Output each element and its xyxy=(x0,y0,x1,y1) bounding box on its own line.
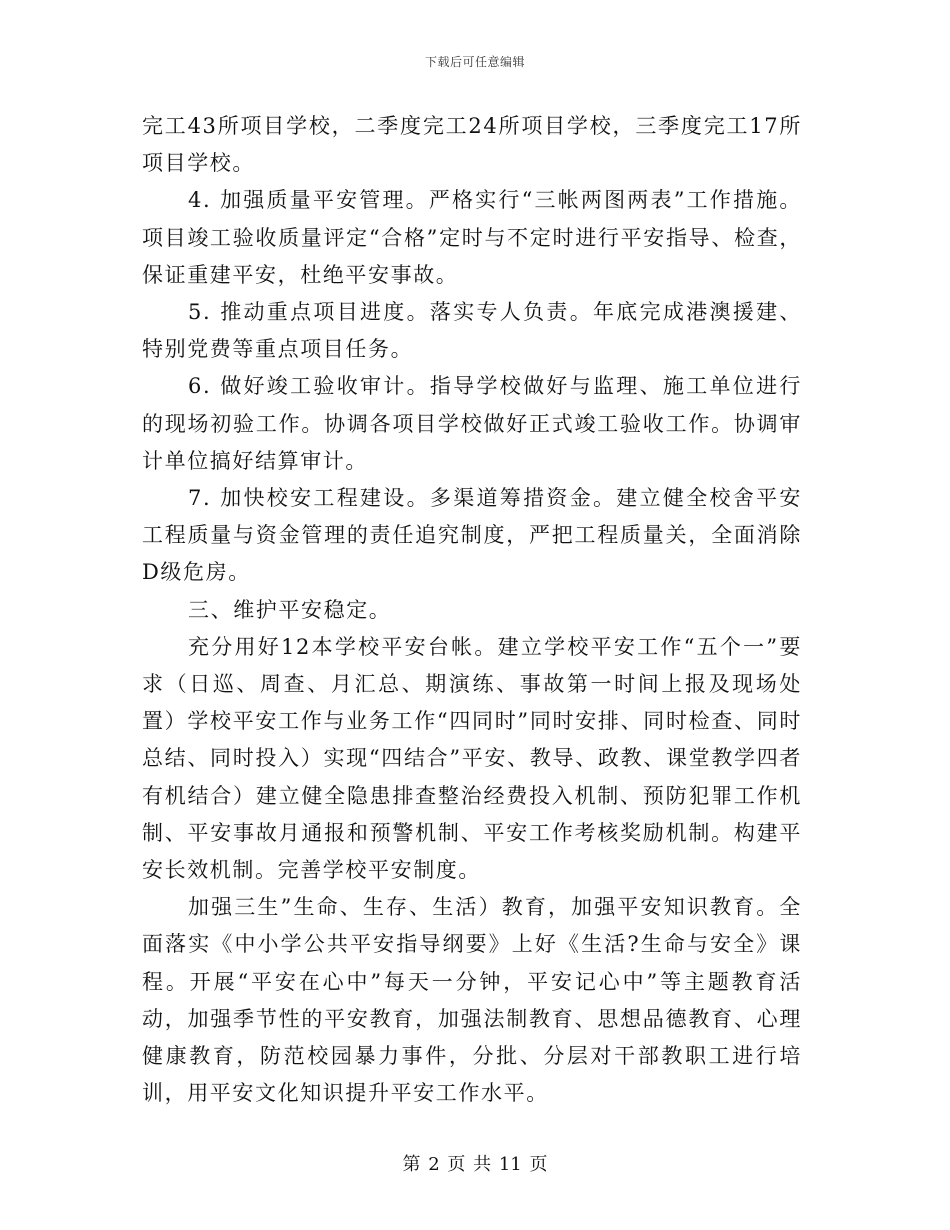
document-body xyxy=(142,108,802,1112)
page-header: 下载后可任意编辑 xyxy=(424,55,525,69)
paragraph: 充分用好12本学校平安台帐。建立学校平安工作“五个一”要求（日巡、周查、月汇总、期演练、事故第一时间上报及现场处置）学校平安工作与业务工作“四同时”同时安排、同时检查、同时总结、同时投入）实现“四结合”平安、教导、政教、课堂教学四者有机结合）建立健全隐患排查整治经费投入机制、预防犯罪工作机制、平安事故月通报和预警机制、平安工作考核奖励机制。构建平安长效机制。完善学校平安制度。 xyxy=(142,634,802,883)
paragraph: 7. 加快校安工程建设。多渠道筹措资金。建立健全校舍平安工程质量与资金管理的责任追究制度，严把工程质量关，全面消除D级危房。 xyxy=(142,486,802,585)
paragraph: 完工43所项目学校，二季度完工24所项目学校，三季度完工17所项目学校。 xyxy=(142,114,802,176)
paragraph: 加强三生”生命、生存、生活）教育，加强平安知识教育。全面落实《中小学公共平安指导纲要》上好《生活?生命与安全》课程。开展“平安在心中”每天一分钟，平安记心中”等主题教育活动，加强季节性的平安教育，加强法制教育、思想品德教育、心理健康教育，防范校园暴力事件，分批、分层对干部教职工进行培训，用平安文化知识提升平安工作水平。 xyxy=(142,895,802,1106)
page-footer: 第 2 页 共 11 页 xyxy=(402,1154,548,1175)
section-heading: 三、维护平安稳定。 xyxy=(188,597,392,622)
paragraph: 4. 加强质量平安管理。严格实行“三帐两图两表”工作措施。项目竣工验收质量评定“合格”定时与不定时进行平安指导、检查，保证重建平安，杜绝平安事故。 xyxy=(142,188,802,287)
paragraph: 6. 做好竣工验收审计。指导学校做好与监理、施工单位进行的现场初验工作。协调各项目学校做好正式竣工验收工作。协调审计单位搞好结算审计。 xyxy=(142,374,802,473)
paragraph: 5. 推动重点项目进度。落实专人负责。年底完成港澳援建、特别党费等重点项目任务。 xyxy=(142,300,802,362)
